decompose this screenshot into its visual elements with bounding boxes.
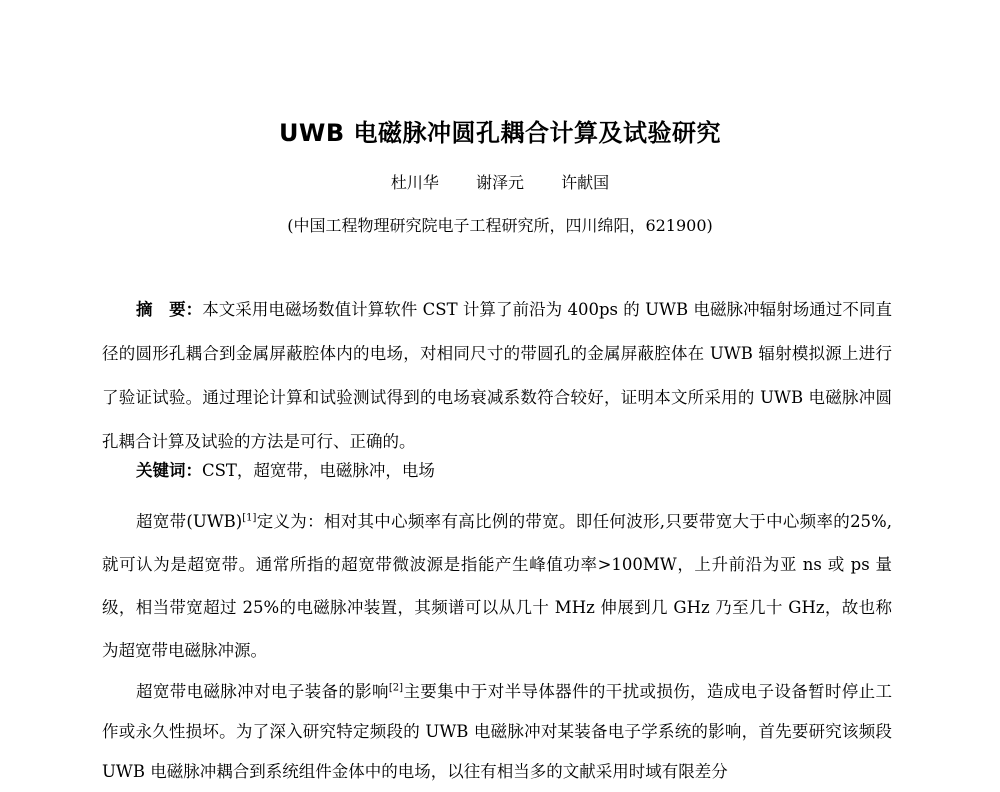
citation-ref[interactable]: [1] xyxy=(242,512,257,524)
author-name: 许献国 xyxy=(561,173,610,192)
paragraph-text: 定义为：相对其中心频率有高比例的带宽。即任何波形,只要带宽大于中心频率的25%,就可认为是超宽带。通常所指的超宽带微波源是指能产生峰值功率>100MW，上升前沿为亚 ns 或 ps 量级，相当带宽超过 25%的电磁脉冲装置，其频谱可以从几十 MHz 伸展到几 GHz 乃至几十 GHz，故也称为超宽带电磁脉冲源。 xyxy=(102,512,892,660)
author-list xyxy=(0,170,1000,193)
body-paragraph xyxy=(102,500,892,672)
paragraph-text: 主要集中于对半导体器件的干扰或损伤，造成电子设备暂时停止工作或永久性损坏。为了深入研究特定频段的 UWB 电磁脉冲对某装备电子学系统的影响，首先要研究该频段 UWB 电磁脉冲耦合到系统组件金体中的电场，以往有相当多的文献采用时域有限差分 xyxy=(102,682,893,781)
affiliation: (中国工程物理研究院电子工程研究所，四川绵阳，621900) xyxy=(287,216,713,235)
author-name: 谢泽元 xyxy=(475,173,524,192)
body-paragraph xyxy=(102,672,892,792)
keywords-label: 关键词： xyxy=(136,461,202,480)
abstract-label: 摘 要： xyxy=(136,300,203,319)
paragraph-text: 超宽带电磁脉冲对电子装备的影响 xyxy=(136,682,389,701)
abstract-text: 本文采用电磁场数值计算软件 CST 计算了前沿为 400ps 的 UWB 电磁脉冲辐射场通过不同直径的圆形孔耦合到金属屏蔽腔体内的电场，对相同尺寸的带圆孔的金属屏蔽腔体在 UWB 辐射模拟源上进行了验证试验。通过理论计算和试验测试得到的电场衰减系数符合较好，证明本文所采用的 UWB 电磁脉冲圆孔耦合计算及试验的方法是可行、正确的。 xyxy=(102,300,892,451)
abstract xyxy=(102,288,892,464)
keywords xyxy=(102,457,892,485)
paragraph-text: 超宽带(UWB) xyxy=(136,512,243,531)
keywords-text: CST，超宽带，电磁脉冲，电场 xyxy=(202,461,435,480)
author-name: 杜川华 xyxy=(390,173,439,192)
citation-ref[interactable]: [2] xyxy=(388,682,404,694)
paper-title: UWB 电磁脉冲圆孔耦合计算及试验研究 xyxy=(278,119,722,147)
